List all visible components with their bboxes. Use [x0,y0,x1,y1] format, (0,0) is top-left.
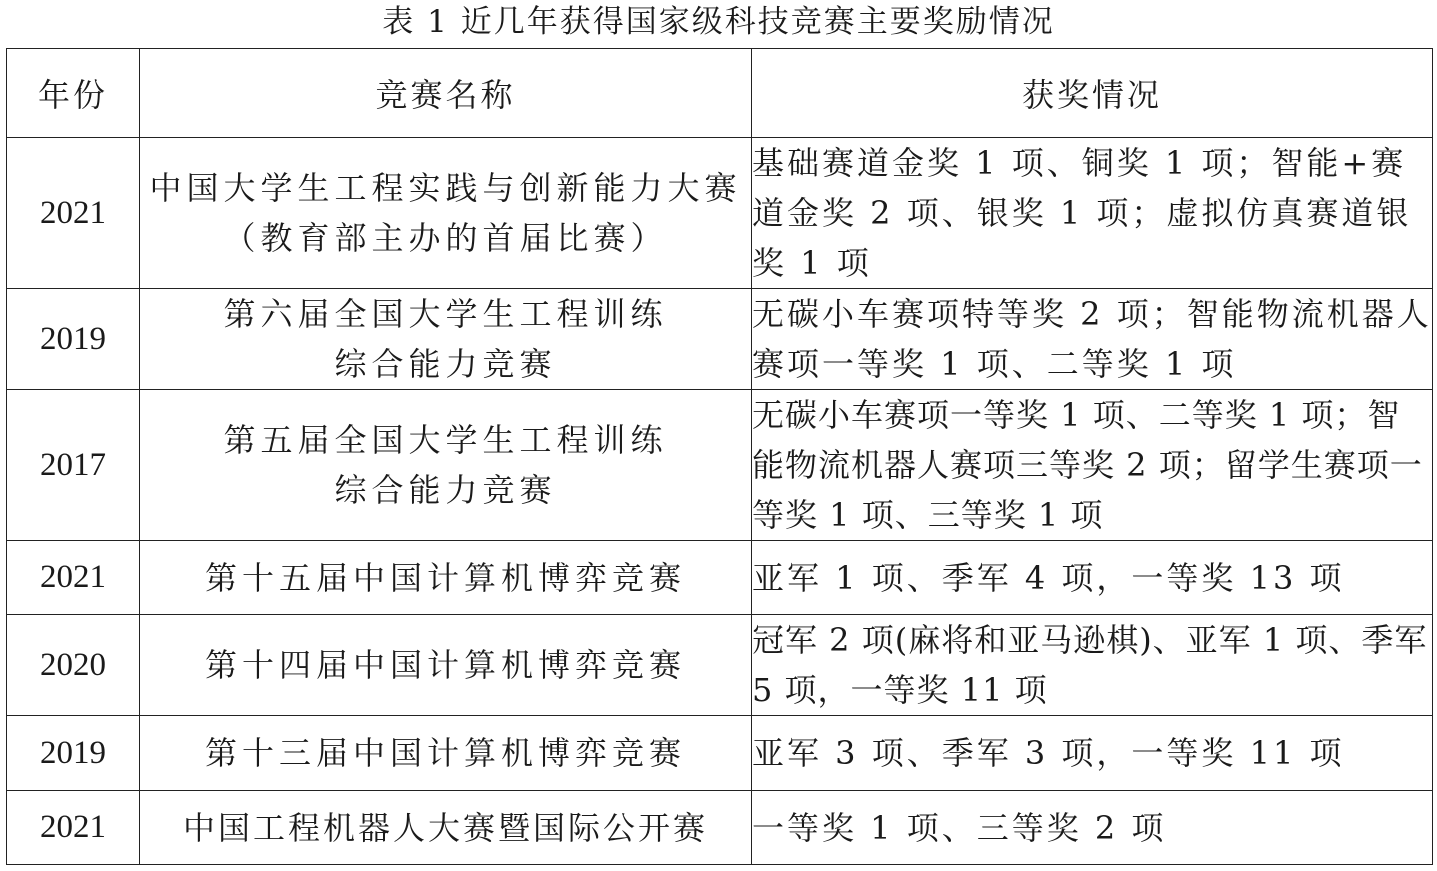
table-header-row [7,49,1433,138]
table-caption: 表 1 近几年获得国家级科技竞赛主要奖励情况 [382,4,1055,40]
cell-competition-name: 第五届全国大学生工程训练综合能力竞赛 [140,390,752,541]
cell-year: 2021 [7,791,140,865]
cell-year: 2019 [7,716,140,791]
cell-year: 2021 [7,541,140,615]
cell-competition-name: 中国工程机器人大赛暨国际公开赛 [140,791,752,865]
cell-award: 基础赛道金奖 1 项、铜奖 1 项；智能+赛道金奖 2 项、银奖 1 项；虚拟仿真赛道银奖 1 项 [752,138,1433,289]
cell-award: 亚军 3 项、季军 3 项，一等奖 11 项 [752,716,1433,791]
table-row [7,615,1433,716]
cell-award: 冠军 2 项(麻将和亚马逊棋)、亚军 1 项、季军 5 项，一等奖 11 项 [752,615,1433,716]
cell-award: 一等奖 1 项、三等奖 2 项 [752,791,1433,865]
header-year: 年份 [7,49,140,138]
header-award: 获奖情况 [752,49,1433,138]
table-row [7,289,1433,390]
cell-award: 亚军 1 项、季军 4 项，一等奖 13 项 [752,541,1433,615]
table-row [7,716,1433,791]
table-row [7,390,1433,541]
table-row [7,541,1433,615]
table-row [7,138,1433,289]
cell-competition-name: 第六届全国大学生工程训练综合能力竞赛 [140,289,752,390]
cell-competition-name: 第十四届中国计算机博弈竞赛 [140,615,752,716]
cell-year: 2021 [7,138,140,289]
cell-competition-name: 第十五届中国计算机博弈竞赛 [140,541,752,615]
cell-award: 无碳小车赛项一等奖 1 项、二等奖 1 项；智能物流机器人赛项三等奖 2 项；留学生赛项一等奖 1 项、三等奖 1 项 [752,390,1433,541]
cell-year: 2020 [7,615,140,716]
header-competition-name: 竞赛名称 [140,49,752,138]
cell-year: 2019 [7,289,140,390]
table-row [7,791,1433,865]
cell-year: 2017 [7,390,140,541]
cell-competition-name: 第十三届中国计算机博弈竞赛 [140,716,752,791]
cell-award: 无碳小车赛项特等奖 2 项；智能物流机器人赛项一等奖 1 项、二等奖 1 项 [752,289,1433,390]
cell-competition-name: 中国大学生工程实践与创新能力大赛（教育部主办的首届比赛） [140,138,752,289]
awards-table [6,48,1433,865]
